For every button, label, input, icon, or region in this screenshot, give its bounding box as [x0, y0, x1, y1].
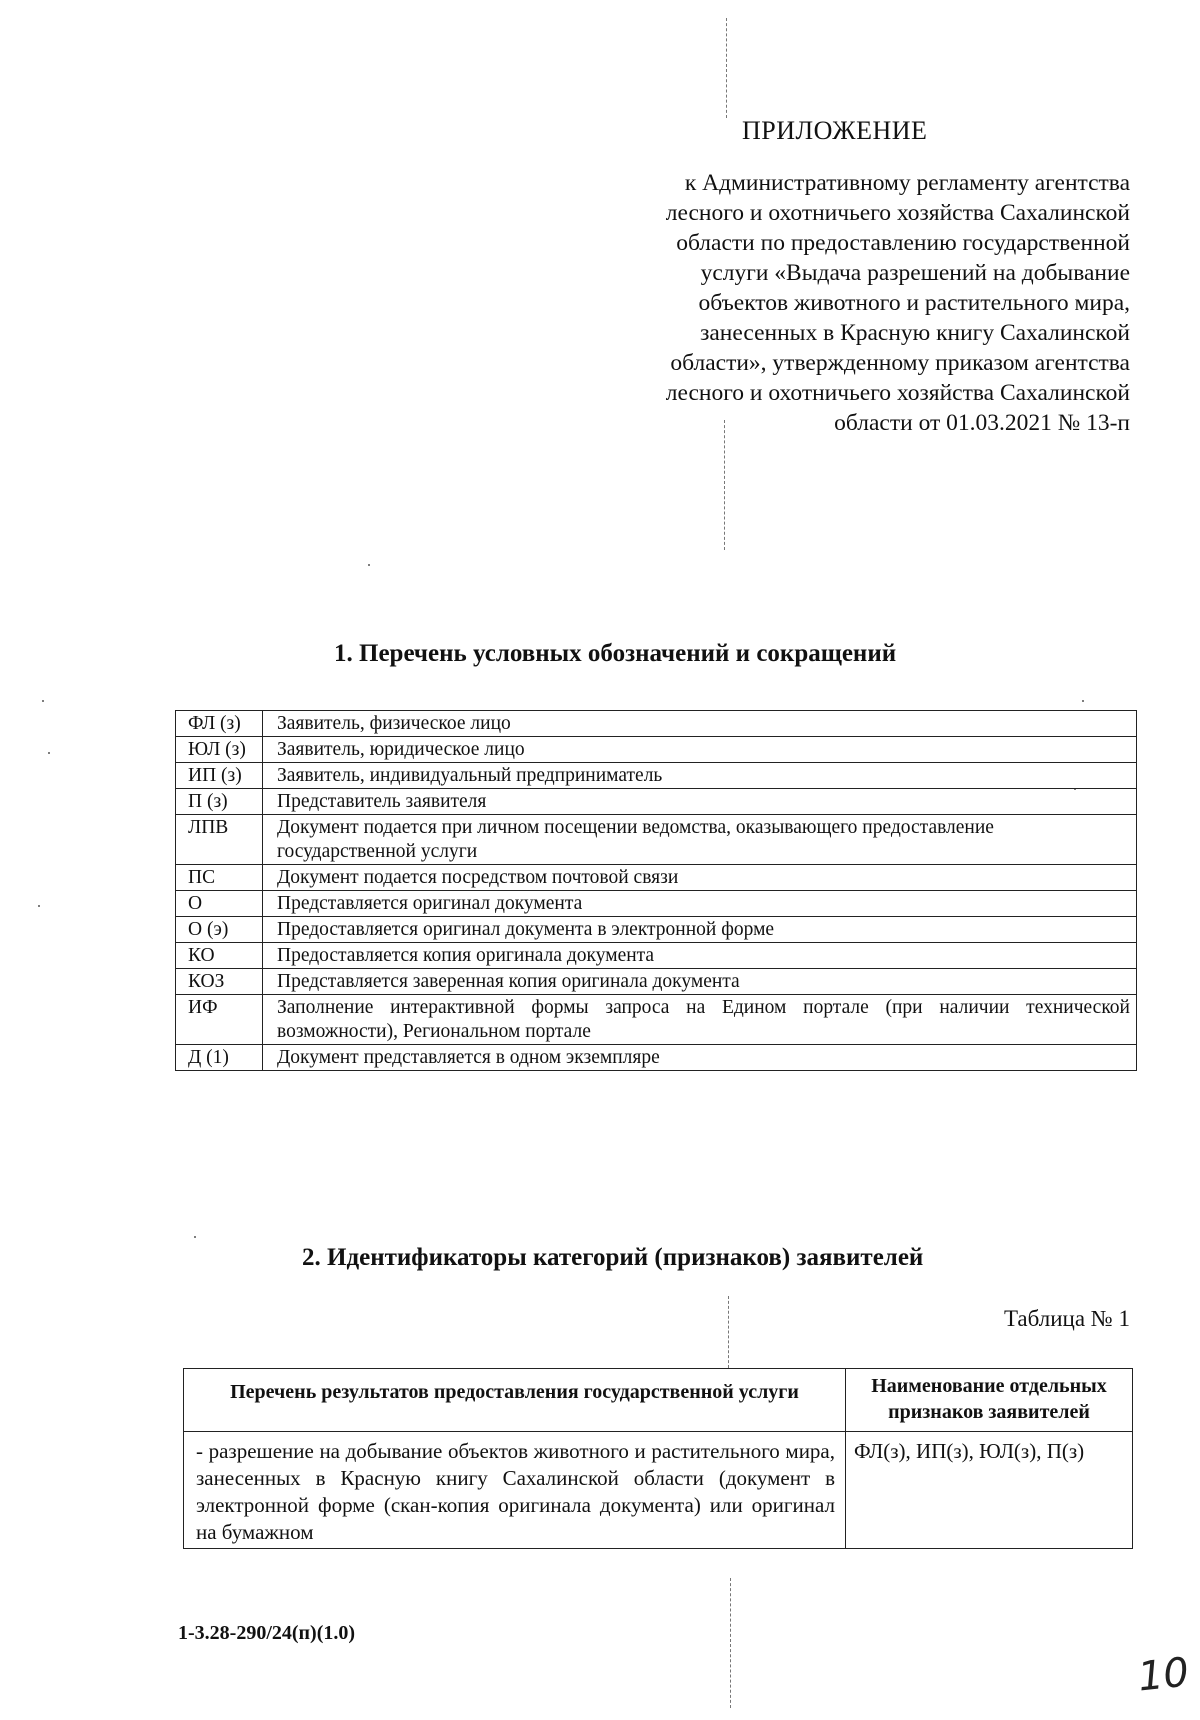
abbreviation-description: Документ подается при личном посещении ведомства, оказывающего предоставление государственной услуги	[263, 815, 1137, 865]
abbreviation-description: Заявитель, юридическое лицо	[263, 737, 1137, 763]
applicant-identifiers-table	[183, 1368, 1133, 1549]
abbreviation-description: Документ подается посредством почтовой связи	[263, 865, 1137, 891]
abbreviation-code: КО	[176, 943, 263, 969]
abbreviation-code: О (э)	[176, 917, 263, 943]
appendix-line: объектов животного и растительного мира,	[698, 290, 1130, 316]
appendix-line: области по предоставлению государственной	[676, 230, 1130, 256]
table-row	[176, 865, 1137, 891]
identifiers-cell: ФЛ(з), ИП(з), ЮЛ(з), П(з)	[846, 1432, 1133, 1549]
table-row	[176, 815, 1137, 865]
abbreviation-description: Заполнение интерактивной формы запроса на Едином портале (при наличии технической возможности), Региональном портале	[263, 995, 1137, 1045]
result-cell: - разрешение на добывание объектов животного и растительного мира, занесенных в Красную книгу Сахалинской области (документ в электронной форме (скан-копия оригинала документа) или оригинал на бумажном	[184, 1432, 846, 1549]
table-row	[176, 943, 1137, 969]
appendix-reference	[520, 168, 1130, 438]
scan-artifact-dot	[48, 752, 50, 754]
table-row	[184, 1432, 1133, 1549]
scan-artifact-dot	[1082, 700, 1084, 702]
table-row	[176, 917, 1137, 943]
abbreviation-description: Документ представляется в одном экземпляре	[263, 1045, 1137, 1071]
table-row	[176, 995, 1137, 1045]
scan-artifact-line	[730, 1578, 731, 1708]
table-row	[176, 763, 1137, 789]
appendix-line: к Административному регламенту агентства	[684, 170, 1130, 196]
column-header-identifiers: Наименование отдельных признаков заявителей	[846, 1369, 1133, 1432]
scan-artifact-line	[728, 1296, 729, 1368]
column-header-results: Перечень результатов предоставления государственной услуги	[184, 1369, 846, 1432]
scan-artifact-dot	[38, 905, 40, 907]
abbreviation-code: ЮЛ (з)	[176, 737, 263, 763]
scan-artifact-dot	[42, 700, 44, 702]
table-row	[176, 891, 1137, 917]
appendix-title: ПРИЛОЖЕНИЕ	[742, 116, 928, 145]
abbreviation-description: Представляется заверенная копия оригинала документа	[263, 969, 1137, 995]
appendix-line: занесенных в Красную книгу Сахалинской	[700, 320, 1130, 346]
abbreviation-description: Предоставляется оригинал документа в электронной форме	[263, 917, 1137, 943]
abbreviations-table	[175, 710, 1137, 1071]
abbreviation-code: ФЛ (з)	[176, 711, 263, 737]
scan-artifact-line	[726, 18, 727, 118]
abbreviation-code: ПС	[176, 865, 263, 891]
appendix-line: области от 01.03.2021 № 13-п	[834, 410, 1130, 436]
table-header-row	[184, 1369, 1133, 1432]
abbreviation-code: ИП (з)	[176, 763, 263, 789]
abbreviation-description: Заявитель, индивидуальный предприниматель	[263, 763, 1137, 789]
table-row	[176, 737, 1137, 763]
scan-artifact-line	[724, 420, 725, 550]
scan-artifact-dot	[194, 1236, 196, 1238]
document-code: 1-3.28-290/24(п)(1.0)	[178, 1622, 356, 1644]
abbreviation-code: ИФ	[176, 995, 263, 1045]
appendix-line: области», утвержденному приказом агентства	[670, 350, 1130, 376]
table-row	[176, 711, 1137, 737]
abbreviation-description: Представляется оригинал документа	[263, 891, 1137, 917]
appendix-line: услуги «Выдача разрешений на добывание	[700, 260, 1130, 286]
section-1-heading: 1. Перечень условных обозначений и сокращений	[334, 640, 897, 667]
section-2-heading: 2. Идентификаторы категорий (признаков) заявителей	[302, 1244, 924, 1271]
abbreviation-code: КОЗ	[176, 969, 263, 995]
abbreviation-code: ЛПВ	[176, 815, 263, 865]
handwritten-page-number: 10	[1135, 1649, 1192, 1701]
abbreviation-description: Предоставляется копия оригинала документа	[263, 943, 1137, 969]
scan-artifact-dot	[368, 564, 370, 566]
table-row	[176, 1045, 1137, 1071]
table-row	[176, 789, 1137, 815]
table-row	[176, 969, 1137, 995]
abbreviation-description: Заявитель, физическое лицо	[263, 711, 1137, 737]
abbreviation-code: П (з)	[176, 789, 263, 815]
abbreviation-code: Д (1)	[176, 1045, 263, 1071]
abbreviation-code: О	[176, 891, 263, 917]
abbreviation-description: Представитель заявителя	[263, 789, 1137, 815]
table-caption: Таблица № 1	[1003, 1306, 1130, 1331]
appendix-line: лесного и охотничьего хозяйства Сахалинской	[665, 380, 1130, 406]
appendix-line: лесного и охотничьего хозяйства Сахалинской	[665, 200, 1130, 226]
